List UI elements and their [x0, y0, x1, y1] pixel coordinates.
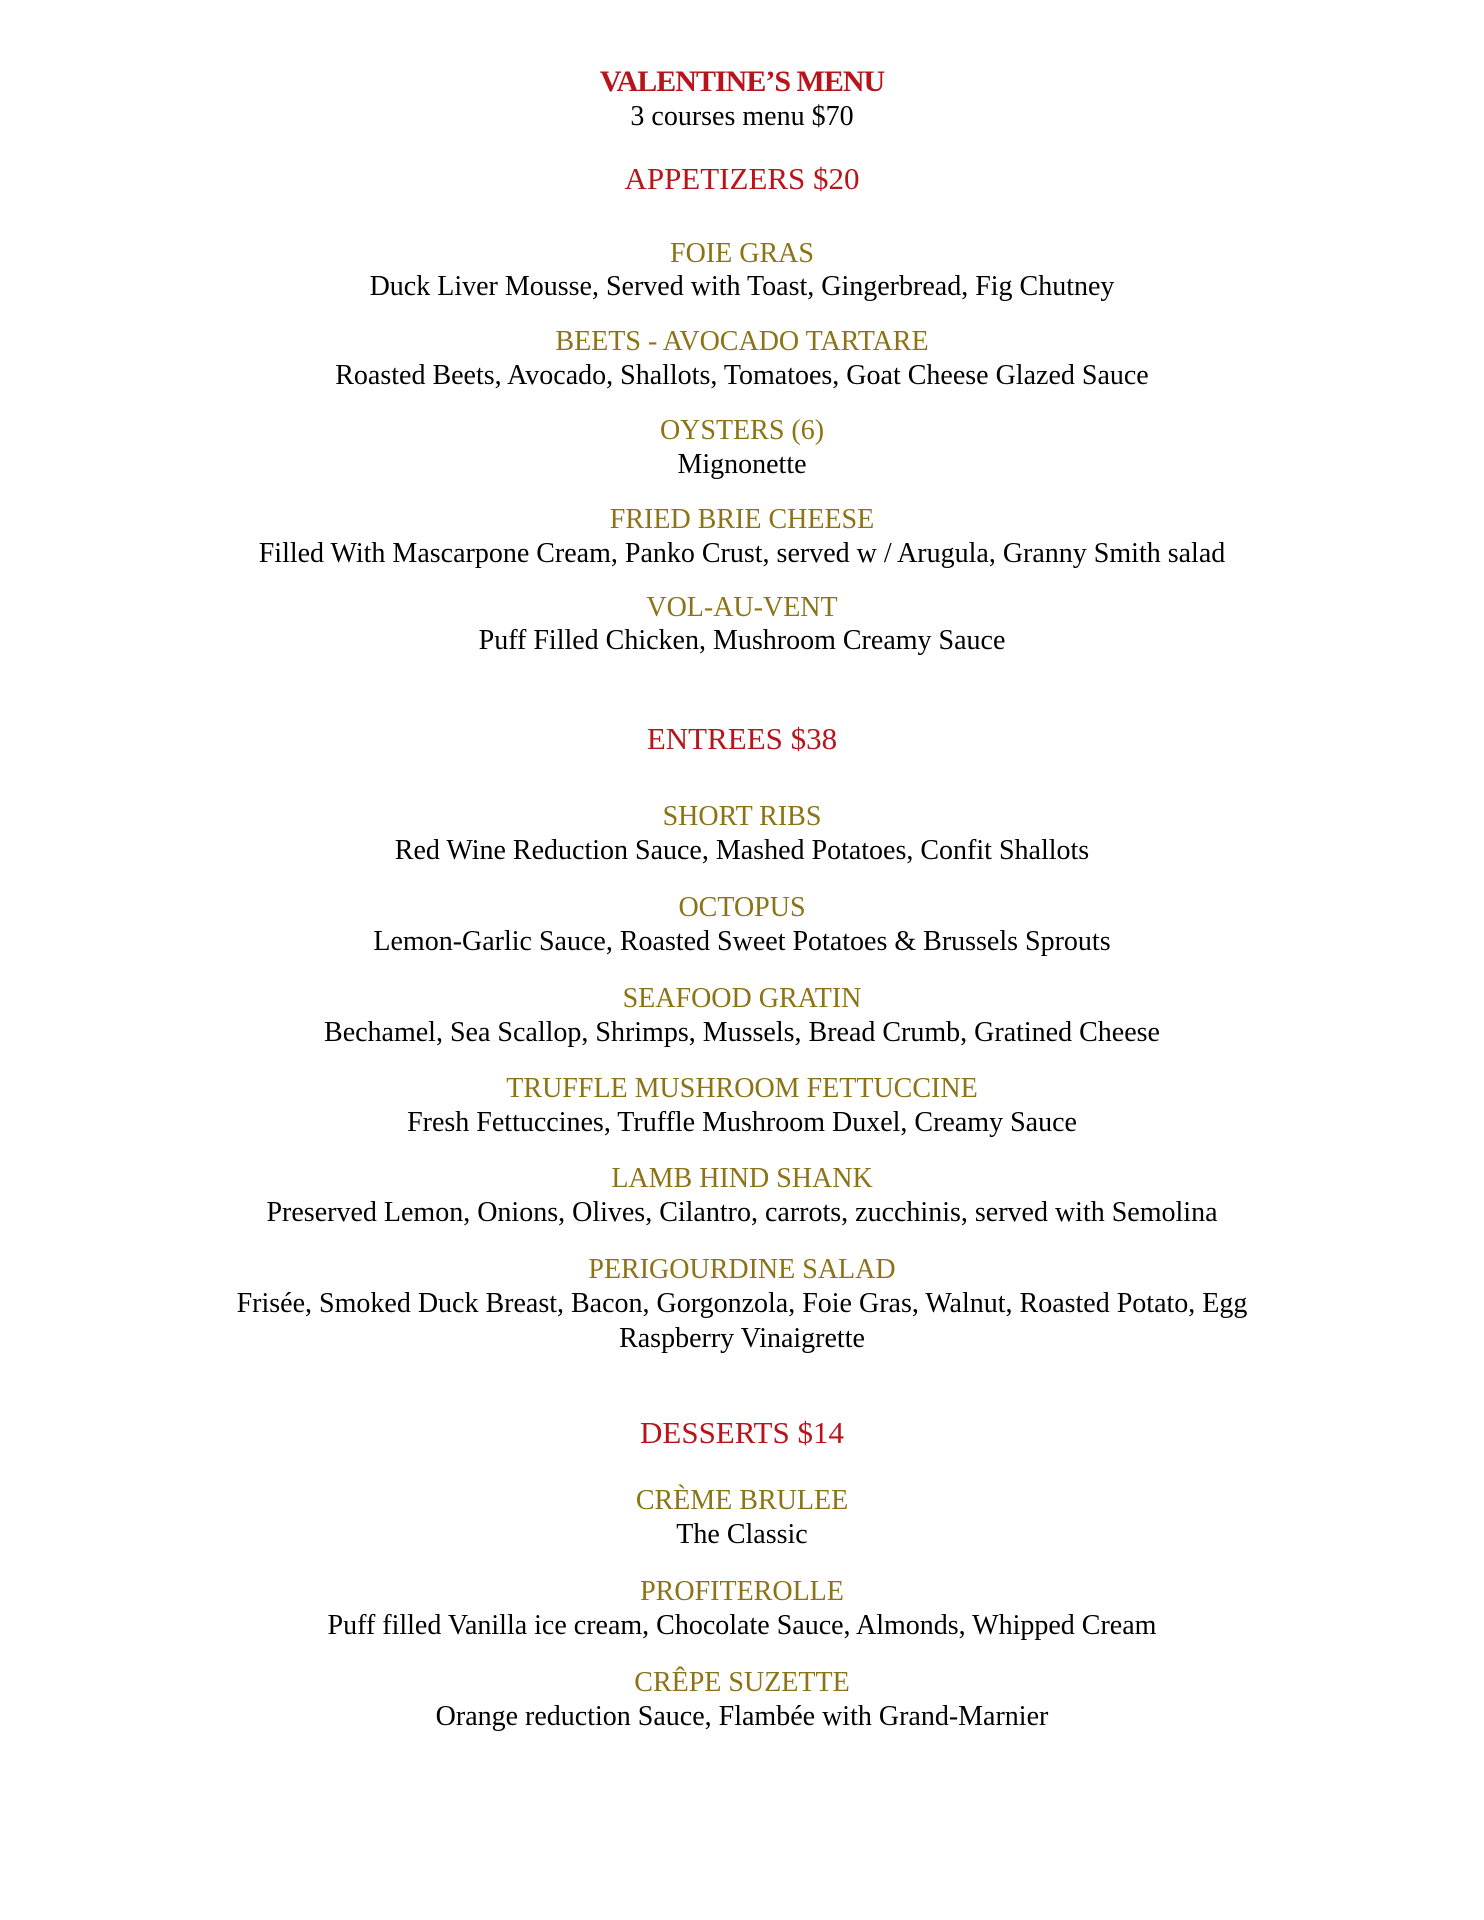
appetizer-name: FOIE GRAS: [670, 238, 814, 269]
entree-name: OCTOPUS: [678, 892, 806, 923]
entree-name: PERIGOURDINE SALAD: [588, 1254, 896, 1285]
menu-title: VALENTINE’S MENU: [599, 65, 885, 98]
appetizer-desc: Mignonette: [677, 449, 807, 480]
entree-desc: Red Wine Reduction Sauce, Mashed Potatoes, Confit Shallots: [394, 835, 1090, 866]
entree-desc: Fresh Fettuccines, Truffle Mushroom Duxel, Creamy Sauce: [407, 1107, 1077, 1138]
entree-name: SHORT RIBS: [662, 801, 822, 832]
appetizer-desc: Filled With Mascarpone Cream, Panko Crust, served w / Arugula, Granny Smith salad: [258, 538, 1226, 569]
appetizer-desc: Puff Filled Chicken, Mushroom Creamy Sauce: [478, 625, 1006, 656]
dessert-name: CRÊPE SUZETTE: [634, 1667, 850, 1698]
entrees-heading: ENTREES $38: [646, 721, 838, 756]
desserts-heading: DESSERTS $14: [640, 1415, 844, 1450]
appetizer-desc: Roasted Beets, Avocado, Shallots, Tomatoes, Goat Cheese Glazed Sauce: [335, 360, 1149, 391]
dessert-desc: The Classic: [676, 1519, 808, 1550]
appetizer-desc: Duck Liver Mousse, Served with Toast, Gingerbread, Fig Chutney: [369, 271, 1115, 302]
entree-desc-line2: Raspberry Vinaigrette: [619, 1323, 865, 1354]
entree-desc: Preserved Lemon, Onions, Olives, Cilantro, carrots, zucchinis, served with Semolina: [266, 1197, 1218, 1228]
appetizer-name: BEETS - AVOCADO TARTARE: [555, 326, 929, 357]
entree-desc: Bechamel, Sea Scallop, Shrimps, Mussels, Bread Crumb, Gratined Cheese: [324, 1017, 1160, 1048]
dessert-desc: Orange reduction Sauce, Flambée with Grand-Marnier: [435, 1701, 1049, 1732]
entree-name: SEAFOOD GRATIN: [622, 983, 862, 1014]
appetizer-name: FRIED BRIE CHEESE: [609, 504, 875, 535]
dessert-desc: Puff filled Vanilla ice cream, Chocolate Sauce, Almonds, Whipped Cream: [327, 1610, 1157, 1641]
dessert-name: CRÈME BRULEE: [635, 1485, 849, 1516]
appetizers-heading: APPETIZERS $20: [624, 161, 860, 196]
entree-name: TRUFFLE MUSHROOM FETTUCCINE: [506, 1073, 978, 1104]
entree-desc: Lemon-Garlic Sauce, Roasted Sweet Potatoes & Brussels Sprouts: [373, 926, 1111, 957]
dessert-name: PROFITEROLLE: [640, 1576, 844, 1607]
appetizer-name: VOL-AU-VENT: [646, 592, 838, 623]
menu-subtitle: 3 courses menu $70: [630, 101, 854, 132]
appetizer-name: OYSTERS (6): [659, 415, 825, 446]
entree-name: LAMB HIND SHANK: [611, 1163, 873, 1194]
entree-desc: Frisée, Smoked Duck Breast, Bacon, Gorgonzola, Foie Gras, Walnut, Roasted Potato, Egg: [236, 1288, 1248, 1319]
